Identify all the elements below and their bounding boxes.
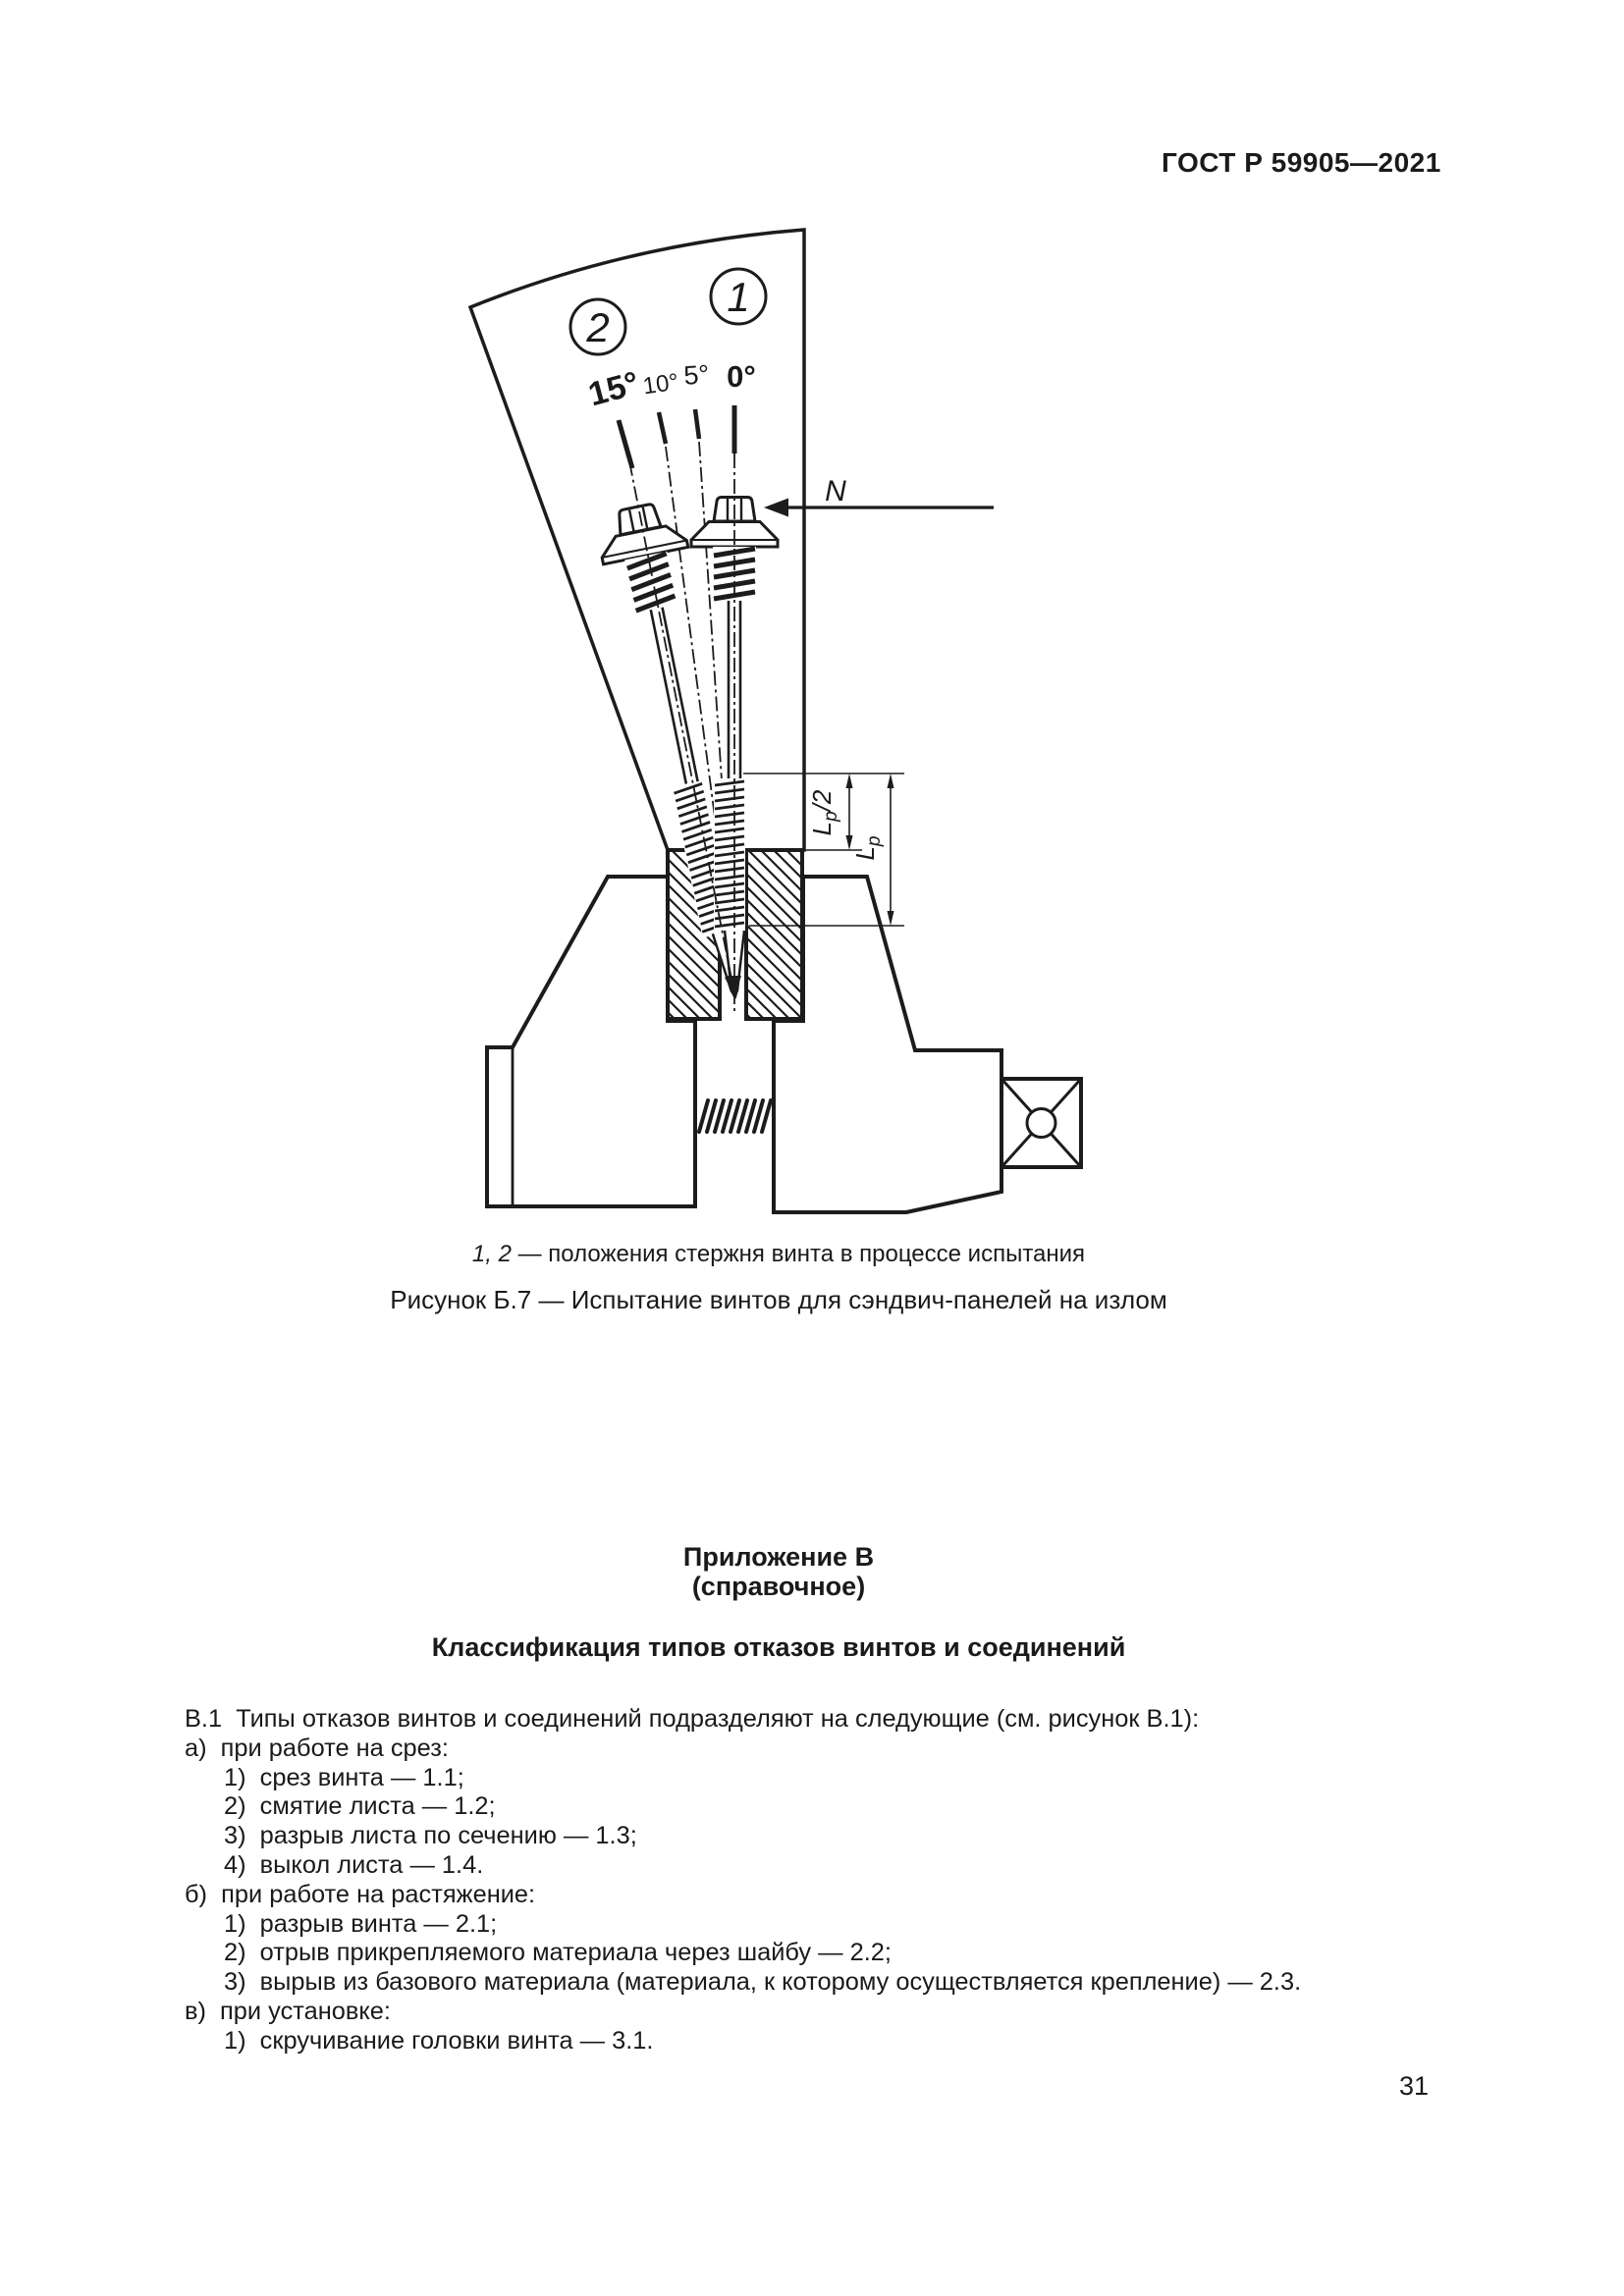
appendix-title: Приложение В [682, 1542, 875, 1572]
appendix-subtitle: (справочное) [691, 1572, 866, 1601]
body-line: 1) разрыв винта — 2.1; [224, 1909, 498, 1938]
angle-label-0: 0° [727, 359, 756, 394]
svg-text:2: 2 [586, 304, 610, 350]
vise-right-jaw [774, 877, 1001, 1212]
body-line: 4) выкол листа — 1.4. [224, 1850, 484, 1879]
body-line: а) при работе на срез: [185, 1734, 449, 1762]
dim-label-lp-half: $L_p/2$ [807, 789, 841, 836]
body-line: 1) скручивание головки винта — 3.1. [224, 2026, 654, 2055]
figure-b7-drawing [324, 196, 1139, 1239]
svg-text:1: 1 [727, 274, 750, 320]
angle-label-5: 5° [682, 359, 711, 391]
dimension-lp [888, 774, 894, 926]
body-line: в) при установке: [185, 1997, 391, 2025]
figure-caption: Рисунок Б.7 — Испытание винтов для сэндвич-панелей на излом [390, 1285, 1167, 1314]
page-number: 31 [1399, 2071, 1430, 2101]
figure-legend-text: — положения стержня винта в процессе испытания [511, 1241, 1086, 1267]
figure-legend-keys: 1, 2 [471, 1241, 512, 1267]
appendix-body [185, 1705, 1451, 2056]
dimension-lp-half [846, 774, 853, 850]
appendix-heading: Классификация типов отказов винтов и соединений [431, 1632, 1126, 1662]
position-2-badge [570, 299, 625, 354]
angle-label-15: 15° [584, 364, 643, 414]
vise-handle [1001, 1079, 1081, 1167]
force-label: N [825, 475, 846, 507]
body-line: 1) срез винта — 1.1; [224, 1763, 464, 1791]
body-line: б) при работе на растяжение: [185, 1880, 536, 1908]
doc-number-header: ГОСТ Р 59905—2021 [1162, 147, 1441, 178]
dim-label-lp: $L_p$ [850, 835, 885, 861]
body-line: 2) смятие листа — 1.2; [224, 1792, 496, 1821]
position-1-badge [711, 269, 766, 324]
vise-left-jaw [487, 877, 695, 1206]
body-line: 2) отрыв прикрепляемого материала через шайбу — 2.2; [224, 1939, 892, 1967]
body-line: В.1 Типы отказов винтов и соединений подразделяют на следующие (см. рисунок В.1): [185, 1705, 1200, 1733]
body-line: 3) вырыв из базового материала (материала, к которому осуществляется крепление) — 2.3. [224, 1968, 1302, 1997]
vise-lead-screw [699, 1100, 771, 1132]
angle-label-10: 10° [641, 368, 680, 400]
body-line: 3) разрыв листа по сечению — 1.3; [224, 1822, 637, 1850]
figure-legend [147, 1241, 1410, 1268]
